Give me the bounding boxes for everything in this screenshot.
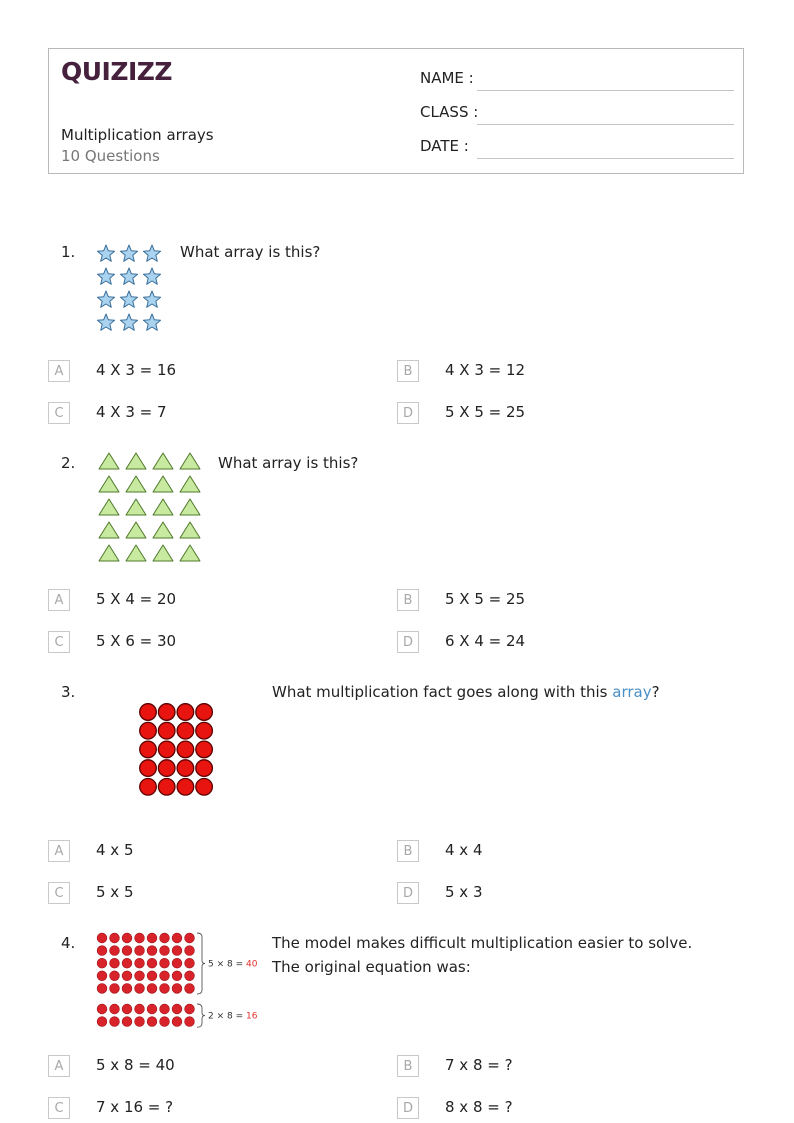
circle-dot: [172, 1017, 182, 1027]
option-text: 8 x 8 = ?: [445, 1098, 513, 1116]
circle-dot: [97, 946, 107, 956]
option-letter: B: [397, 360, 419, 382]
option-letter: A: [48, 589, 70, 611]
triangle-icon: [99, 476, 119, 492]
circle-dot: [110, 971, 120, 981]
circle-dot: [135, 946, 145, 956]
circle-dot: [147, 958, 157, 968]
circle-dot: [110, 1004, 120, 1014]
option-text: 6 X 4 = 24: [445, 632, 526, 650]
question-text-end: ?: [651, 683, 660, 701]
circle-dot: [196, 779, 213, 796]
circle-dot: [158, 779, 175, 796]
option-letter: B: [397, 1055, 419, 1077]
date-field[interactable]: [420, 137, 734, 161]
triangle-icon: [99, 522, 119, 538]
triangle-icon: [99, 545, 119, 561]
circle-dot: [122, 1004, 132, 1014]
circle-dot: [135, 1017, 145, 1027]
circle-dot: [122, 971, 132, 981]
circle-dot: [177, 722, 194, 739]
class-field[interactable]: [420, 103, 734, 127]
question-text: The model makes difficult multiplication easier to solve. The original equation was:: [272, 934, 693, 976]
circle-dot: [122, 933, 132, 943]
circle-dot: [110, 958, 120, 968]
triangle-icon: [180, 499, 200, 515]
circle-dot: [160, 946, 170, 956]
circle-dot: [185, 958, 195, 968]
circle-dot: [147, 946, 157, 956]
circle-dot: [172, 933, 182, 943]
class-label: CLASS :: [420, 103, 479, 121]
circle-dot: [172, 971, 182, 981]
star-icon: [97, 314, 114, 330]
question-text: [272, 680, 660, 704]
star-icon: [143, 291, 160, 307]
decomposed-array-figure: [96, 931, 256, 1031]
star-icon: [120, 268, 137, 284]
circle-dot: [185, 984, 195, 994]
circle-dot: [158, 741, 175, 758]
circle-dot: [177, 779, 194, 796]
option-text: 4 X 3 = 16: [96, 361, 177, 379]
circle-dot: [97, 984, 107, 994]
name-label: NAME :: [420, 69, 474, 87]
name-line[interactable]: [477, 90, 734, 91]
date-label: DATE :: [420, 137, 469, 155]
brace-icon: [197, 933, 205, 994]
triangle-icon: [180, 522, 200, 538]
option-letter: B: [397, 589, 419, 611]
star-icon: [143, 268, 160, 284]
class-line[interactable]: [477, 124, 734, 125]
option-letter: D: [397, 631, 419, 653]
option-text: 4 X 3 = 12: [445, 361, 526, 379]
brace-icon: [197, 1004, 205, 1027]
option-text: 4 X 3 = 7: [96, 403, 167, 421]
star-icon: [143, 314, 160, 330]
circle-dot: [158, 722, 175, 739]
group-label: [208, 960, 258, 970]
circle-dot: [185, 933, 195, 943]
circle-dot: [147, 984, 157, 994]
question-text-main: What multiplication fact goes along with this: [272, 683, 613, 701]
circle-dot: [185, 971, 195, 981]
option-letter: C: [48, 1097, 70, 1119]
circle-dot: [172, 946, 182, 956]
circle-dot: [135, 971, 145, 981]
option-letter: A: [48, 840, 70, 862]
circle-dot: [177, 704, 194, 721]
star-icon: [120, 314, 137, 330]
question-text: What array is this?: [218, 454, 359, 472]
option-text: 5 X 5 = 25: [445, 590, 526, 608]
circle-dot: [97, 1017, 107, 1027]
circle-dot: [147, 1004, 157, 1014]
circle-dot: [140, 704, 157, 721]
circle-dot: [196, 722, 213, 739]
circle-dot: [110, 933, 120, 943]
circle-dot: [160, 933, 170, 943]
circle-dot: [97, 958, 107, 968]
circle-dot: [97, 1004, 107, 1014]
circle-dot: [140, 722, 157, 739]
circle-dot: [185, 1017, 195, 1027]
circle-dot: [135, 1004, 145, 1014]
option-text: 5 x 5: [96, 883, 134, 901]
circle-dot: [140, 779, 157, 796]
circle-dot: [135, 933, 145, 943]
triangle-icon: [153, 476, 173, 492]
triangle-icon: [153, 499, 173, 515]
triangle-array-figure: [97, 451, 203, 567]
circle-dot: [160, 984, 170, 994]
circle-dot: [122, 958, 132, 968]
circle-dot: [110, 946, 120, 956]
circle-dot: [135, 958, 145, 968]
option-text: 4 x 4: [445, 841, 483, 859]
option-letter: A: [48, 360, 70, 382]
option-letter: A: [48, 1055, 70, 1077]
question-number: 4.: [61, 934, 76, 952]
circle-dot: [185, 946, 195, 956]
circle-dot: [140, 760, 157, 777]
triangle-icon: [126, 522, 146, 538]
circle-dot: [196, 760, 213, 777]
option-letter: D: [397, 402, 419, 424]
option-letter: C: [48, 882, 70, 904]
question-text: What array is this?: [180, 243, 321, 261]
triangle-icon: [126, 476, 146, 492]
star-icon: [97, 268, 114, 284]
star-icon: [97, 291, 114, 307]
circle-dot: [177, 760, 194, 777]
circle-dot: [97, 971, 107, 981]
question-number: 3.: [61, 683, 76, 701]
worksheet-title: Multiplication arrays: [61, 126, 214, 144]
circle-dot: [140, 741, 157, 758]
circle-dot: [172, 1004, 182, 1014]
star-array-figure: [96, 243, 166, 335]
date-line[interactable]: [477, 158, 734, 159]
option-text: 5 X 5 = 25: [445, 403, 526, 421]
circle-dot: [147, 933, 157, 943]
triangle-icon: [180, 453, 200, 469]
circle-dot: [160, 971, 170, 981]
option-letter: C: [48, 402, 70, 424]
triangle-icon: [180, 476, 200, 492]
circle-dot: [110, 984, 120, 994]
triangle-icon: [126, 453, 146, 469]
circle-dot: [122, 946, 132, 956]
option-text: 5 x 3: [445, 883, 483, 901]
triangle-icon: [153, 545, 173, 561]
star-icon: [143, 245, 160, 261]
triangle-icon: [180, 545, 200, 561]
question-number: 2.: [61, 454, 76, 472]
triangle-icon: [126, 545, 146, 561]
option-letter: D: [397, 1097, 419, 1119]
circle-dot: [160, 958, 170, 968]
triangle-icon: [99, 453, 119, 469]
array-link[interactable]: array: [612, 683, 652, 701]
circle-array-figure: [138, 702, 214, 796]
circle-dot: [177, 741, 194, 758]
option-text: 5 x 8 = 40: [96, 1056, 175, 1074]
triangle-icon: [153, 453, 173, 469]
option-letter: C: [48, 631, 70, 653]
star-icon: [120, 291, 137, 307]
group-label-expr: 2 × 8 =: [208, 1011, 246, 1022]
group-label: [208, 1012, 258, 1022]
circle-dot: [135, 984, 145, 994]
group-label-expr: 5 × 8 =: [208, 959, 246, 970]
circle-dot: [97, 933, 107, 943]
option-letter: D: [397, 882, 419, 904]
name-field[interactable]: [420, 69, 734, 93]
group-label-result: 40: [245, 959, 258, 970]
circle-dot: [110, 1017, 120, 1027]
circle-dot: [122, 1017, 132, 1027]
option-text: 7 x 16 = ?: [96, 1098, 174, 1116]
circle-dot: [196, 741, 213, 758]
circle-dot: [158, 760, 175, 777]
group-label-result: 16: [245, 1011, 258, 1022]
circle-dot: [147, 971, 157, 981]
circle-dot: [185, 1004, 195, 1014]
quizizz-logo: QUIZIZZ: [61, 57, 173, 86]
triangle-icon: [153, 522, 173, 538]
circle-dot: [122, 984, 132, 994]
option-text: 4 x 5: [96, 841, 134, 859]
circle-dot: [158, 704, 175, 721]
circle-dot: [160, 1017, 170, 1027]
circle-dot: [196, 704, 213, 721]
option-text: 5 X 4 = 20: [96, 590, 177, 608]
circle-dot: [172, 984, 182, 994]
option-text: 5 X 6 = 30: [96, 632, 177, 650]
option-text: 7 x 8 = ?: [445, 1056, 513, 1074]
circle-dot: [172, 958, 182, 968]
circle-dot: [147, 1017, 157, 1027]
question-count: 10 Questions: [61, 147, 160, 165]
star-icon: [120, 245, 137, 261]
triangle-icon: [126, 499, 146, 515]
option-letter: B: [397, 840, 419, 862]
question-number: 1.: [61, 243, 76, 261]
star-icon: [97, 245, 114, 261]
worksheet-header: [48, 48, 744, 174]
triangle-icon: [99, 499, 119, 515]
circle-dot: [160, 1004, 170, 1014]
